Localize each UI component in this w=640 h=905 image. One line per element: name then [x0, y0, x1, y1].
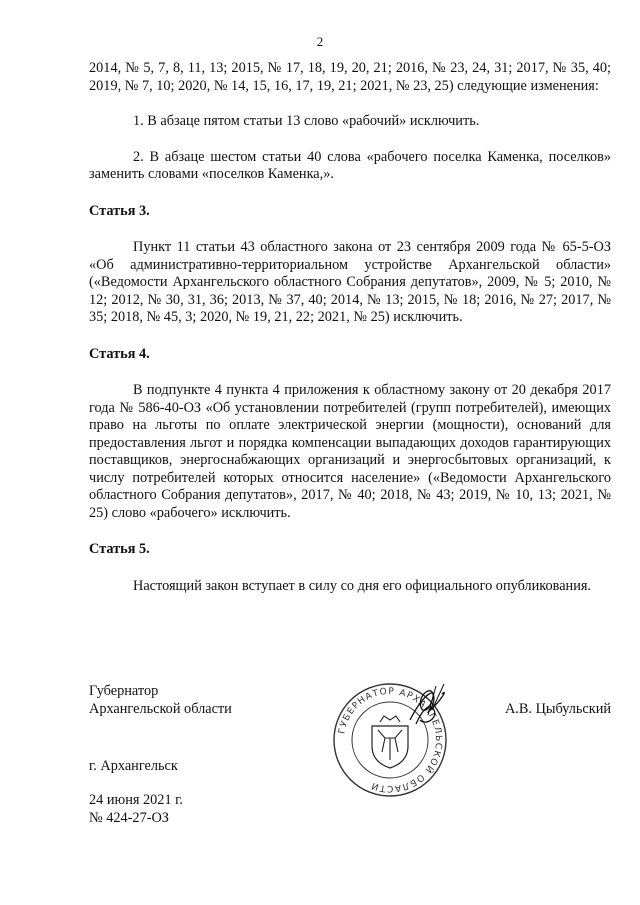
signing-date: 24 июня 2021 г. [89, 792, 183, 808]
document-body [89, 60, 611, 595]
signatory-title-line-1: Губернатор [89, 683, 159, 699]
article-4-heading: Статья 4. [89, 345, 150, 362]
seal-text: ГУБЕРНАТОР АРХАНГЕЛЬСКОЙ ОБЛАСТИ [337, 686, 444, 794]
article-3-heading: Статья 3. [89, 202, 150, 219]
paragraph-continuation: 2014, № 5, 7, 8, 11, 13; 2015, № 17, 18, 19, 20, 21; 2016, № 23, 24, 31; 2017, № 35, 40; 2019, № 7, 10; 2020, № 14, 15, 16, 17, 19, 21; 2021, № 23, 25) следующие изменения: [89, 60, 611, 94]
place-of-signing: г. Архангельск [89, 758, 178, 774]
official-seal-icon [330, 680, 450, 800]
article-3-text: Пункт 11 статьи 43 областного закона от 23 сентября 2009 года № 65-5-ОЗ «Об административно-территориальном устройстве Архангельской области» («Ведомости Архангельского областного Собрания депутатов», 2009, № 5; 2010, № 12; 2012, № 30, 31, 36; 2013, № 37, 40; 2014, № 13; 2015, № 18; 2016, № 27; 2017, № 35; 2018, № 45, 3; 2020, № 19, 21, 22; 2021, № 25) исключить. [89, 239, 611, 325]
article-5-heading: Статья 5. [89, 541, 150, 557]
law-number: № 424-27-ОЗ [89, 809, 169, 826]
amendment-item-2: 2. В абзаце шестом статьи 40 слова «рабочего поселка Каменка, поселков» заменить словами «поселков Каменка,». [89, 148, 611, 182]
signatory-name: А.В. Цыбульский [504, 701, 611, 717]
page-number: 2 [316, 34, 324, 49]
signatory-title-line-2: Архангельской области [89, 700, 232, 717]
article-5-text: Настоящий закон вступает в силу со дня его официального опубликования. [133, 577, 591, 594]
article-4-text: В подпункте 4 пункта 4 приложения к областному закону от 20 декабря 2017 года № 586-40-ОЗ «Об установлении потребителей (групп потребителей), имеющих право на льготы по оплате электрической энергии (мощности), оснований для предоставления льгот и порядка компенсации выпадающих доходов гарантирующих поставщиков, энергоснабжающих организаций и энергосбытовых организаций, к числу потребителей которых относится население» («Ведомости Архангельского областного Собрания депутатов», 2017, № 40; 2018, № 43; 2019, № 10, 13; 2021, № 25) слово «рабочего» исключить. [89, 382, 611, 521]
date-and-number [89, 792, 611, 827]
amendment-item-1: 1. В абзаце пятом статьи 13 слово «рабочий» исключить. [133, 113, 480, 129]
